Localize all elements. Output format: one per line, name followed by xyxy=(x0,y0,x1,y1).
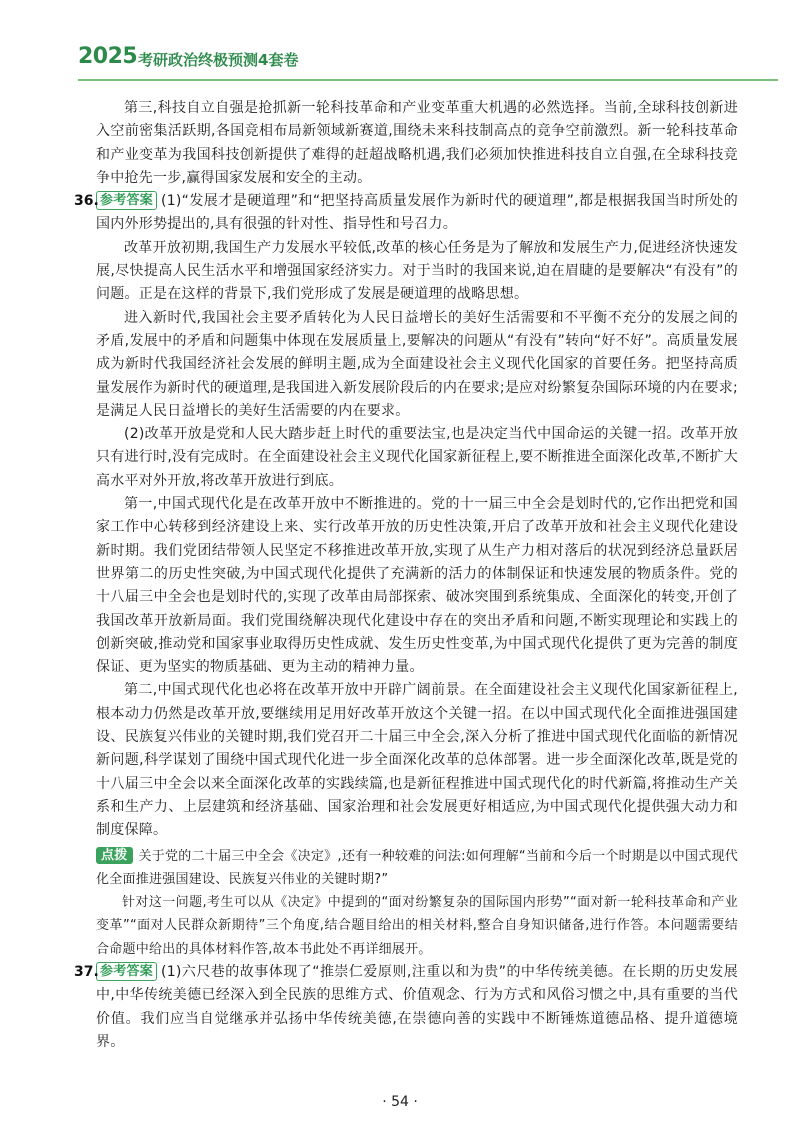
page-content xyxy=(74,97,738,1054)
paragraph-tech-self-reliance: 第三,科技自立自强是抢抓新一轮科技革命和产业变革重大机遇的必然选择。当前,全球科技创新进入空前密集活跃期,各国竞相布局新领域新赛道,围绕未来科技制高点的竞争空前激烈。新一轮科技革命和产业变革为我国科技创新提供了难得的赶超战略机遇,我们必须加快推进科技自立自强,在全球科技竞争中抢先一步,赢得国家发展和安全的主动。 xyxy=(96,100,738,186)
header-rule xyxy=(78,79,778,81)
header-title: 考研政治终极预测4套卷 xyxy=(138,51,299,69)
q36-paragraph-first: 第一,中国式现代化是在改革开放中不断推进的。党的十一届三中全会是划时代的,它作出把党和国家工作中心转移到经济建设上来、实行改革开放的历史性决策,开启了改革开放和社会主义现代化建设新时期。我们党团结带领人民坚定不移推进改革开放,实现了从生产力相对落后的状况到经济总量跃居世界第二的历史性突破,为中国式现代化提供了充满新的活力的体制保证和快速发展的物质条件。党的十八届三中全会也是划时代的,实现了改革由局部探索、破冰突围到系统集成、全面深化的转变,开创了我国改革开放新局面。我们党围绕解决现代化建设中存在的突出矛盾和问题,不断实现理论和实践上的创新突破,推动党和国家事业取得历史性成就、发生历史性变革,为中国式现代化提供了更为完善的制度保证、更为坚实的物质基础、更为主动的精神力量。 xyxy=(96,496,738,676)
question-37-number: 37. xyxy=(74,963,99,980)
page-header xyxy=(78,44,778,74)
question-36-number: 36. xyxy=(74,193,99,210)
q37-text: (1)六尺巷的故事体现了“推崇仁爱原则,注重以和为贵”的中华传统美德。在长期的历史发展中,中华传统美德已经深入到全民族的思维方式、价值观念、行为方式和风俗习惯之中,具有重要的当代价值。我们应当自觉继承并弘扬中华传统美德,在崇德向善的实践中不断锤炼道德品格、提升道德境界。 xyxy=(96,963,738,1050)
answer-badge-36: 参考答案 xyxy=(96,191,157,210)
page-number: · 54 · xyxy=(382,1094,418,1110)
q36-paragraph-part2: (2)改革开放是党和人民大踏步赶上时代的重要法宝,也是决定当代中国命运的关键一招。改革开放只有进行时,没有完成时。在全面建设社会主义现代化国家新征程上,要不断推进全面深化改革,不断扩大高水平对外开放,将改革开放进行到底。 xyxy=(96,426,738,489)
tip-text: 关于党的二十届三中全会《决定》,还有一种较难的问法:如何理解“当前和今后一个时期是以中国式现代化全面推进强国建设、民族复兴伟业的关键时期?” xyxy=(96,848,738,887)
q36-paragraph-early-reform: 改革开放初期,我国生产力发展水平较低,改革的核心任务是为了解放和发展生产力,促进经济快速发展,尽快提高人民生活水平和增强国家经济实力。对于当时的我国来说,迫在眉睫的是要解决“有没有”的问题。正是在这样的背景下,我们党形成了发展是硬道理的战略思想。 xyxy=(96,239,738,303)
q36-paragraph-new-era: 进入新时代,我国社会主要矛盾转化为人民日益增长的美好生活需要和不平衡不充分的发展之间的矛盾,发展中的矛盾和问题集中体现在发展质量上,要解决的问题从“有没有”转向“好不好”。高质量发展成为新时代我国经济社会发展的鲜明主题,成为全面建设社会主义现代化国家的首要任务。把坚持高质量发展作为新时代的硬道理,是我国进入新发展阶段后的内在要求;是应对纷繁复杂国际环境的内在要求;是满足人民日益增长的美好生活需要的内在要求。 xyxy=(96,309,738,419)
tip-box xyxy=(96,845,738,961)
question-37 xyxy=(74,961,738,1054)
question-36 xyxy=(74,190,738,237)
tip-note: 针对这一问题,考生可以从《决定》中提到的“面对纷繁复杂的国际国内形势”“面对新一轮科技革命和产业变革”“面对人民群众新期待”三个角度,结合题目给出的相关材料,整合自身知识储备,进行作答。本问题需要结合命题中给出的具体材料作答,故本书此处不再详细展开。 xyxy=(96,895,738,957)
answer-badge-37: 参考答案 xyxy=(96,962,157,981)
q36-paragraph-second: 第二,中国式现代化也必将在改革开放中开辟广阔前景。在全面建设社会主义现代化国家新征程上,根本动力仍然是改革开放,要继续用足用好改革开放这个关键一招。在以中国式现代化全面推进强国建设、民族复兴伟业的关键时期,我们党召开二十届三中全会,深入分析了推进中国式现代化面临的新情况新问题,科学谋划了围绕中国式现代化进一步全面深化改革的总体部署。进一步全面深化改革,既是党的十八届三中全会以来全面深化改革的实践续篇,也是新征程推进中国式现代化的时代新篇,将推动生产关系和生产力、上层建筑和经济基础、国家治理和社会发展更好相适应,为中国式现代化提供强大动力和制度保障。 xyxy=(96,682,738,839)
header-year: 2025 xyxy=(78,44,138,69)
tip-badge: 点拨 xyxy=(96,847,133,864)
q36-intro: (1)“发展才是硬道理”和“把坚持高质量发展作为新时代的硬道理”,都是根据我国当时所处的国内外形势提出的,具有很强的针对性、指导性和号召力。 xyxy=(96,193,738,233)
